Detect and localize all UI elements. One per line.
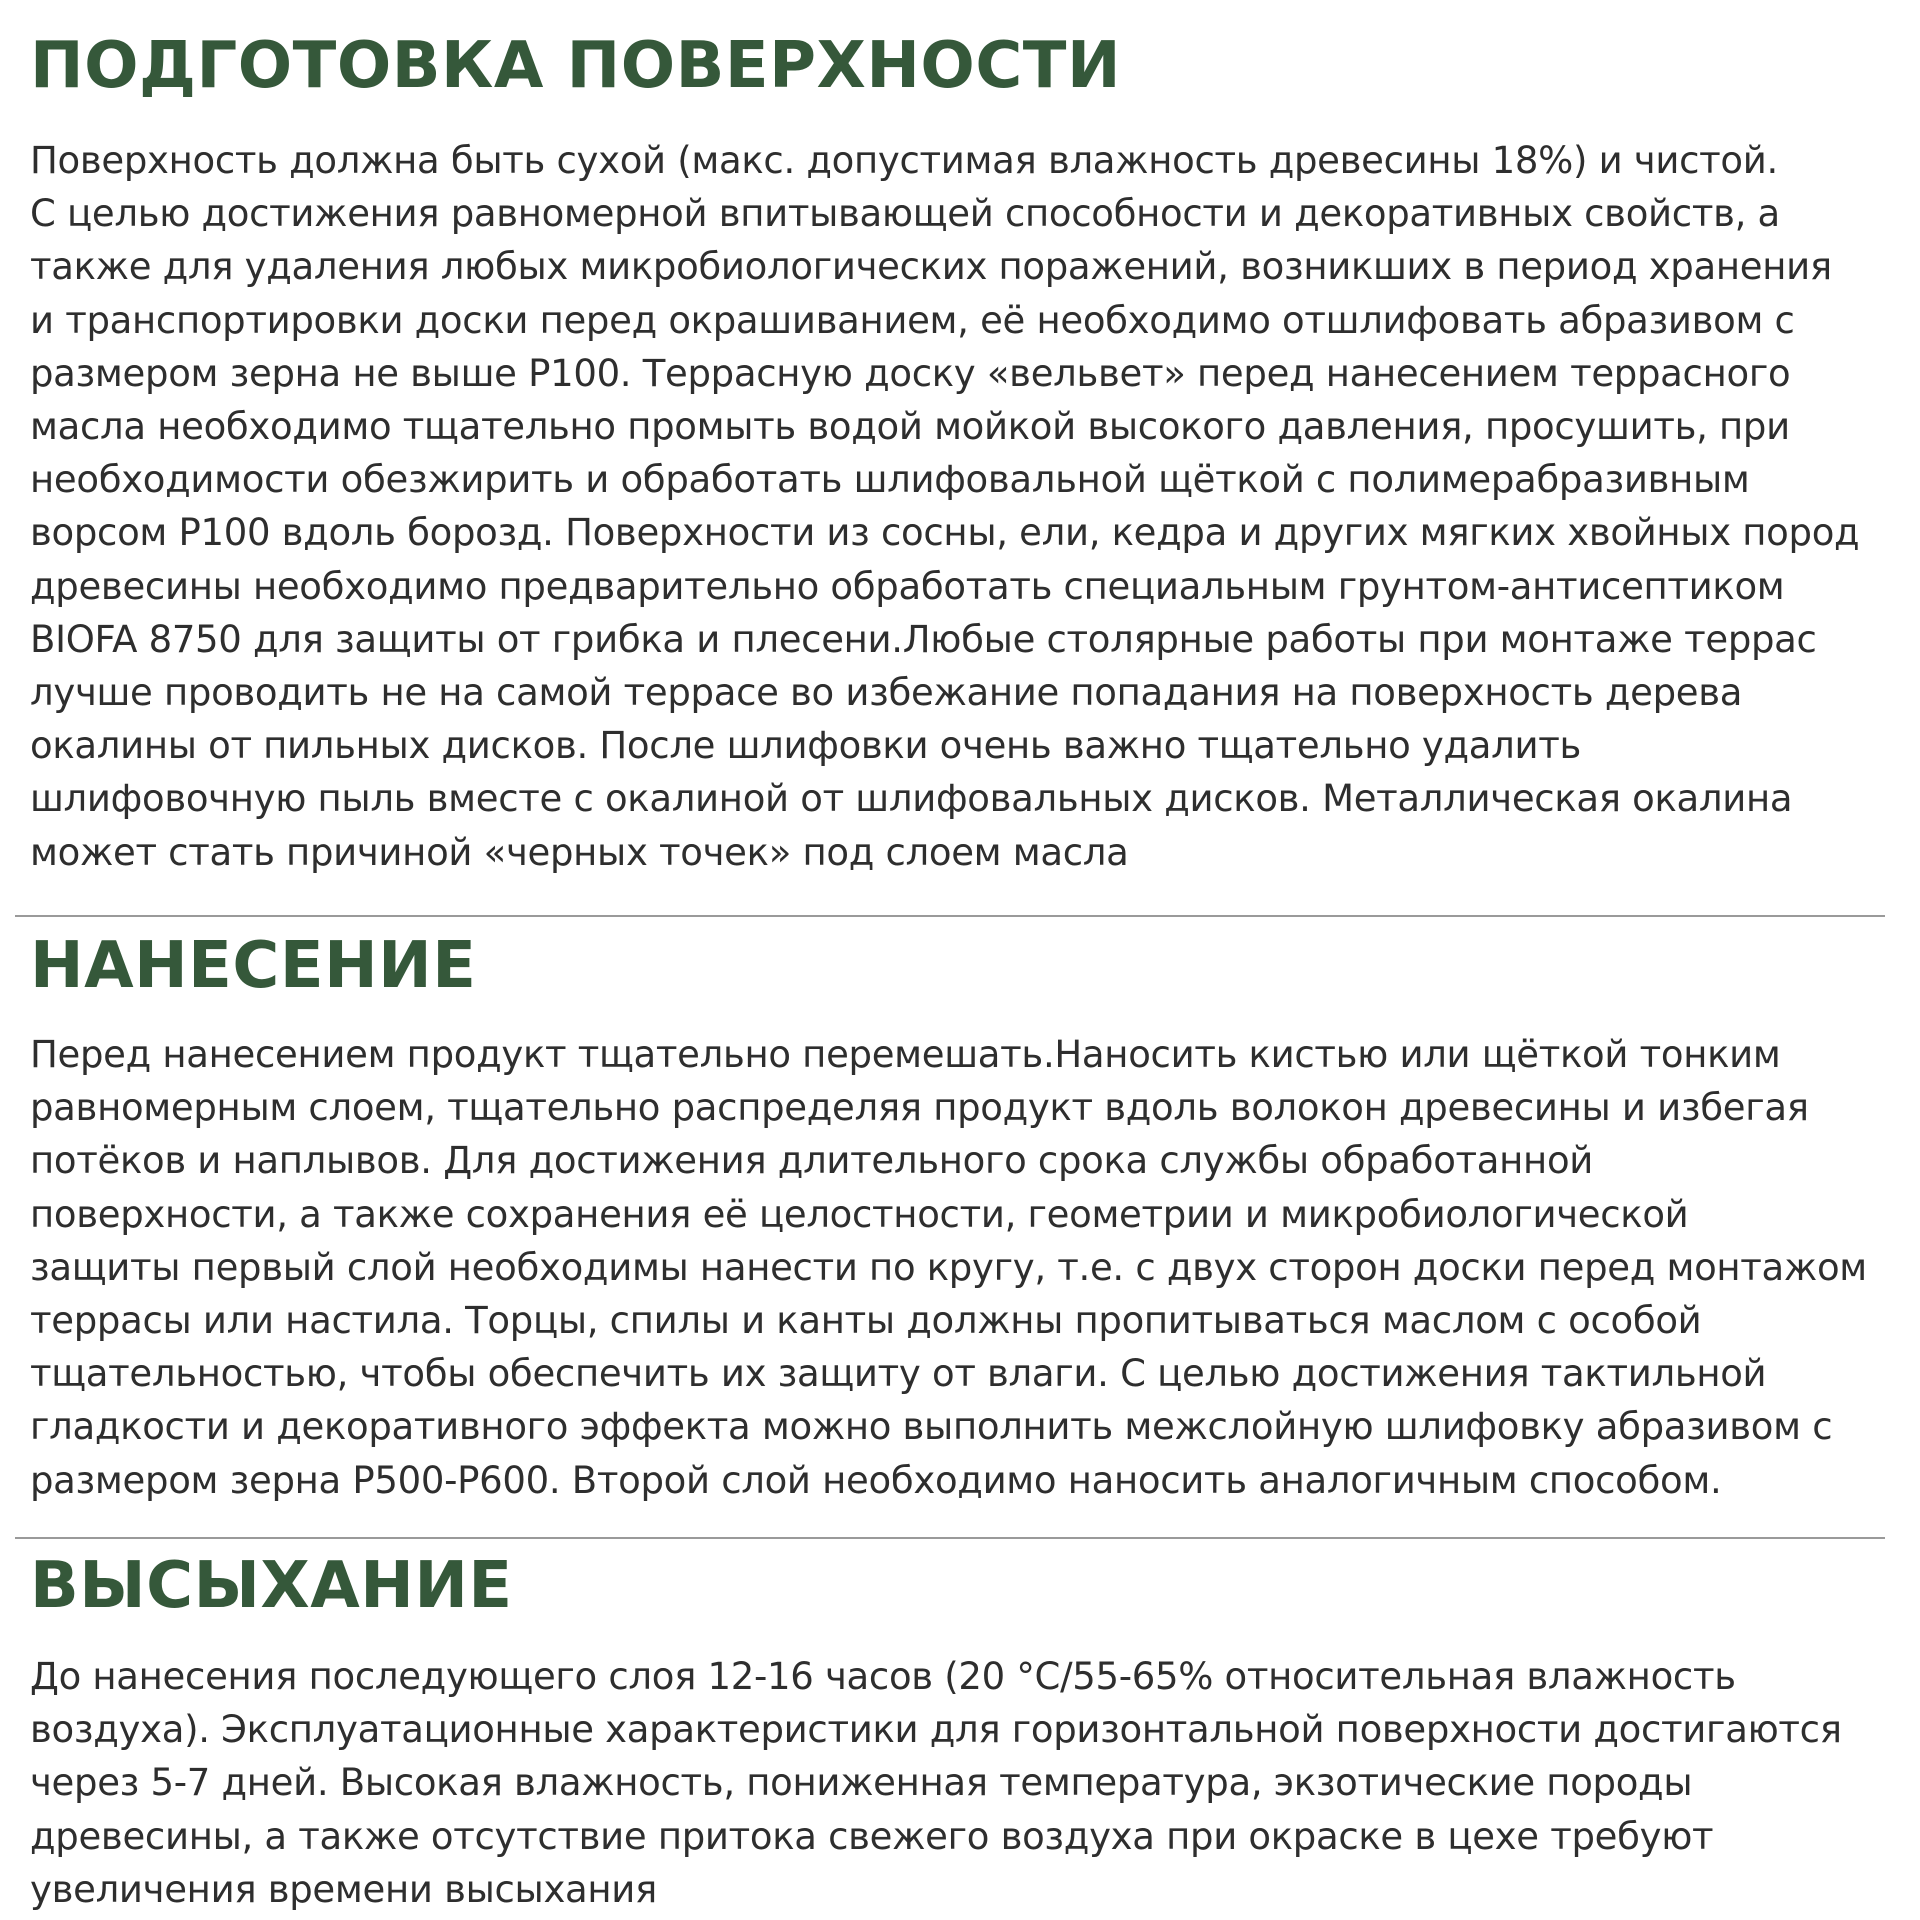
text-line: лучше проводить не на самой террасе во избежание попадания на поверхность дерева (30, 671, 1743, 715)
text-line: размером зерна не выше P100. Террасную доску «вельвет» перед нанесением террасного (30, 351, 1791, 395)
text-line: воздуха). Эксплуатационные характеристики для горизонтальной поверхности достигаются (30, 1708, 1842, 1752)
section-drying (30, 1549, 1920, 1911)
text-line: необходимости обезжирить и обработать шлифовальной щёткой с полимерабразивным (30, 458, 1750, 502)
text-line: потёков и наплывов. Для достижения длительного срока службы обработанной (30, 1139, 1594, 1183)
text-line: равномерным слоем, тщательно распределяя продукт вдоль волокон древесины и избегая (30, 1086, 1809, 1130)
section-heading: НАНЕСЕНИЕ (30, 929, 477, 1003)
text-line: через 5-7 дней. Высокая влажность, пониженная температура, экзотические породы (30, 1761, 1693, 1805)
text-line: тщательностью, чтобы обеспечить их защиту от влаги. С целью достижения тактильной (30, 1352, 1767, 1396)
text-line: окалины от пильных дисков. После шлифовки очень важно тщательно удалить (30, 724, 1582, 768)
text-line: и транспортировки доски перед окрашиванием, её необходимо отшлифовать абразивом с (30, 298, 1795, 342)
text-line: гладкости и декоративного эффекта можно выполнить межслойную шлифовку абразивом с (30, 1405, 1833, 1449)
text-line: может стать причиной «черных точек» под слоем масла (30, 830, 1129, 874)
text-line: увеличения времени высыхания (30, 1867, 658, 1911)
text-line: также для удаления любых микробиологических поражений, возникших в период хранения (30, 245, 1832, 289)
text-line: Поверхность должна быть сухой (макс. допустимая влажность древесины 18%) и чистой. (30, 139, 1778, 182)
section-body (30, 134, 1859, 879)
text-line: шлифовочную пыль вместе с окалиной от шлифовальных дисков. Металлическая окалина (30, 777, 1793, 821)
text-line: размером зерна P500-P600. Второй слой необходимо наносить аналогичным способом. (30, 1458, 1722, 1502)
section-surface-preparation (30, 29, 1920, 874)
text-line: BIOFA 8750 для защиты от грибка и плесени.Любые столярные работы при монтаже террас (30, 617, 1817, 661)
section-body (30, 1650, 1842, 1916)
text-line: С целью достижения равномерной впитывающей способности и декоративных свойств, а (30, 192, 1780, 236)
section-body (30, 1028, 1867, 1507)
text-line: древесины, а также отсутствие притока свежего воздуха при окраске в цехе требуют (30, 1814, 1714, 1858)
text-line: поверхности, а также сохранения её целостности, геометрии и микробиологической (30, 1192, 1689, 1236)
section-divider (15, 915, 1885, 917)
text-line: древесины необходимо предварительно обработать специальным грунтом-антисептиком (30, 564, 1785, 608)
text-line: До нанесения последующего слоя 12-16 часов (20 °С/55-65% относительная влажность (30, 1655, 1736, 1698)
section-heading: ВЫСЫХАНИЕ (30, 1549, 513, 1623)
section-application (30, 929, 1920, 1502)
text-line: ворсом P100 вдоль борозд. Поверхности из сосны, ели, кедра и других мягких хвойных пород (30, 511, 1860, 555)
text-line: террасы или настила. Торцы, спилы и канты должны пропитываться маслом с особой (30, 1299, 1702, 1343)
text-line: масла необходимо тщательно промыть водой мойкой высокого давления, просушить, при (30, 405, 1790, 449)
section-heading: ПОДГОТОВКА ПОВЕРХНОСТИ (30, 29, 1121, 103)
text-line: Перед нанесением продукт тщательно перемешать.Наносить кистью или щёткой тонким (30, 1033, 1781, 1076)
text-line: защиты первый слой необходимы нанести по кругу, т.е. с двух сторон доски перед монтажом (30, 1245, 1867, 1289)
section-divider (15, 1537, 1885, 1539)
